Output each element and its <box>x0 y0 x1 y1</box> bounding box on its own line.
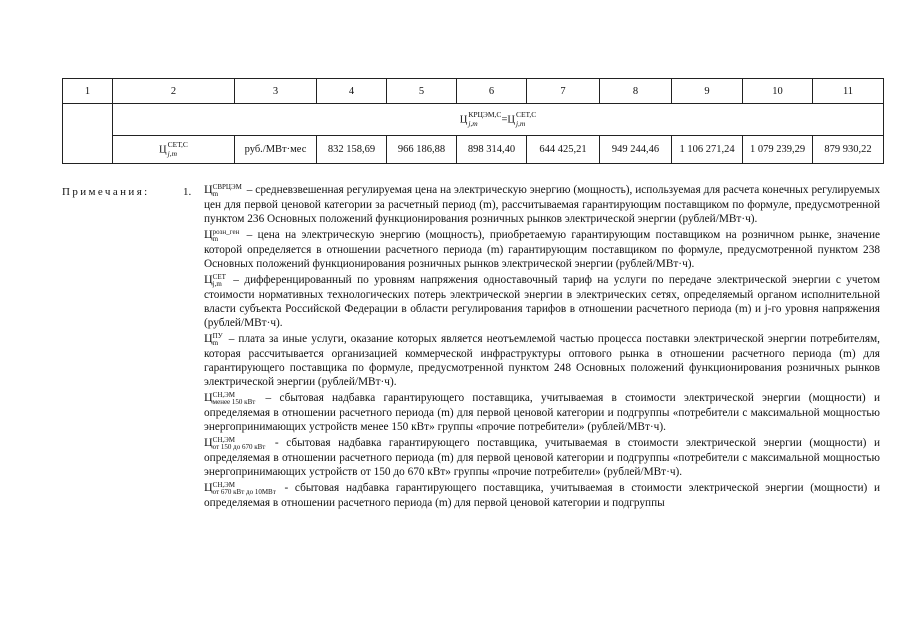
note-sup: СН,ЭМ <box>212 481 235 489</box>
column-number: 4 <box>317 79 387 104</box>
formula-right-symbol: Ц <box>507 113 515 125</box>
value-cell: 1 106 271,24 <box>672 136 743 164</box>
value-cell: 898 314,40 <box>457 136 527 164</box>
note-text: – дифференцированный по уровням напряжения одноставочный тариф на услуги по передаче электрической энергии с учетом стоимости нормативных технологических потерь электрической энергии в электрических сетях, определяемый органом исполнительной власти субъекта Российской Федерации в области регулирования тарифов в отношении расчетного периода (m) и j-го уровня напряжения (рублей/МВт·ч). <box>204 274 880 329</box>
note-sup: розн_ген <box>212 228 240 236</box>
note-indices <box>213 184 242 198</box>
note-symbol: Ц <box>204 435 213 449</box>
row-indices <box>168 140 188 158</box>
price-table <box>62 78 884 164</box>
note-item <box>204 182 880 226</box>
formula-row <box>63 104 884 136</box>
note-text: – сбытовая надбавка гарантирующего поставщика, учитываемая в стоимости электрической энергии (мощности) и определяемая в отношении расчетного периода (m) для первой ценовой категории и подгруппы «потребители с максимальной мощностью энергопринимающих устройств менее 150 кВт» группы «прочие потребители» (рублей/МВт·ч). <box>204 392 880 433</box>
formula-right-indices <box>516 110 536 128</box>
note-indices <box>213 437 266 451</box>
note-sub: от 670 кВт до 10МВт <box>212 488 276 496</box>
note-indices <box>213 333 223 347</box>
row-symbol-cell <box>113 136 235 164</box>
value-cell: 879 930,22 <box>813 136 884 164</box>
notes-list <box>204 182 880 511</box>
formula-left-indices <box>468 110 501 128</box>
note-sub: m <box>212 235 219 243</box>
note-sup: СН,ЭМ <box>212 391 235 399</box>
column-number: 3 <box>235 79 317 104</box>
note-symbol: Ц <box>204 331 213 345</box>
note-symbol: Ц <box>204 227 213 241</box>
column-number: 2 <box>113 79 235 104</box>
note-item <box>204 272 880 330</box>
column-number: 6 <box>457 79 527 104</box>
note-text: – средневзвешенная регулируемая цена на электрическую энергию (мощность), используемая для расчета конечных регулируемых цен для первой ценовой категории за расчетный период (m), рассчитываемая гарантирующим поставщиком по формуле, предусмотренной пунктом 236 Основных положений функционирования розничных рынков электрической энергии (рублей/МВт·ч). <box>204 184 880 225</box>
note-symbol: Ц <box>204 182 213 196</box>
note-text: - сбытовая надбавка гарантирующего поставщика, учитываемая в стоимости электрической энергии (мощности) и определяемая в отношении расчетного периода (m) для первой ценовой категории и подгруппы «потребители с максимальной мощностью энергопринимающих устройств от 150 до 670 кВт» группы «прочие потребители» (рублей/МВт·ч). <box>204 437 880 478</box>
note-sub: m <box>212 190 219 198</box>
column-number: 7 <box>527 79 600 104</box>
formula-operator: = <box>501 113 508 125</box>
formula-cell <box>113 104 884 136</box>
note-item <box>204 227 880 271</box>
note-item <box>204 331 880 389</box>
note-item <box>204 480 880 510</box>
notes-label: Примечания: <box>62 186 150 198</box>
note-sup: СВРЦЭМ <box>212 183 242 191</box>
note-sup: СЕТ <box>212 273 226 281</box>
unit-cell: руб./МВт·мес <box>235 136 317 164</box>
note-item <box>204 390 880 434</box>
note-indices <box>213 274 226 288</box>
formula-right-sup: СЕТ,С <box>515 109 537 119</box>
formula-left-sup: КРЦЭМ,С <box>468 109 502 119</box>
note-text: – плата за иные услуги, оказание которых является неотъемлемой частью процесса поставки электрической энергии потребителям, которая рассчитывается организацией коммерческой инфраструктуры оптового рынка в отношении расчетного периода (m) для гарантирующего поставщика по формуле, предусмотренной пунктом 248 Основных положений функционирования розничных рынков электрической энергии (рублей/МВт·ч). <box>204 333 880 388</box>
note-sub: менее 150 кВт <box>212 398 256 406</box>
note-sub: j,m <box>212 280 222 288</box>
value-cell: 966 186,88 <box>387 136 457 164</box>
row-sup: СЕТ,С <box>167 139 188 149</box>
note-text: - сбытовая надбавка гарантирующего поставщика, учитываемая в стоимости электрической энергии (мощности) и определяемая в отношении расчетного периода (m) для первой ценовой категории и подгруппы <box>204 482 880 509</box>
value-cell: 832 158,69 <box>317 136 387 164</box>
row-sub: j,m <box>167 148 178 158</box>
formula-right-sub: j,m <box>515 118 526 128</box>
note-sub: от 150 до 670 кВт <box>212 443 266 451</box>
column-number: 10 <box>743 79 813 104</box>
column-number-row <box>63 79 884 104</box>
note-indices <box>213 392 256 406</box>
value-cell: 949 244,46 <box>600 136 672 164</box>
note-sup: ПУ <box>212 332 223 340</box>
value-cell: 644 425,21 <box>527 136 600 164</box>
column-number: 11 <box>813 79 884 104</box>
note-symbol: Ц <box>204 272 213 286</box>
note-symbol: Ц <box>204 390 213 404</box>
note-symbol: Ц <box>204 480 213 494</box>
note-indices <box>213 229 240 243</box>
empty-first-column-cell <box>63 104 113 164</box>
note-sub: m <box>212 339 219 347</box>
column-number: 1 <box>63 79 113 104</box>
note-indices <box>213 482 276 496</box>
note-sup: СН,ЭМ <box>212 436 235 444</box>
notes-number: 1. <box>183 186 192 198</box>
note-item <box>204 435 880 479</box>
formula-left-symbol: Ц <box>459 113 468 125</box>
column-number: 5 <box>387 79 457 104</box>
value-row <box>63 136 884 164</box>
column-number: 8 <box>600 79 672 104</box>
column-number: 9 <box>672 79 743 104</box>
formula-left-sub: j,m <box>468 118 478 128</box>
row-symbol: Ц <box>159 143 167 155</box>
value-cell: 1 079 239,29 <box>743 136 813 164</box>
note-text: – цена на электрическую энергию (мощность), приобретаемую гарантирующим поставщиком на розничном рынке, значение которой определяется в отношении расчетного периода (m) гарантирующим поставщиком по формуле, предусмотренной пунктом 238 Основных положений функционирования розничных рынков электрической энергии (рублей/МВт·ч). <box>204 229 880 270</box>
